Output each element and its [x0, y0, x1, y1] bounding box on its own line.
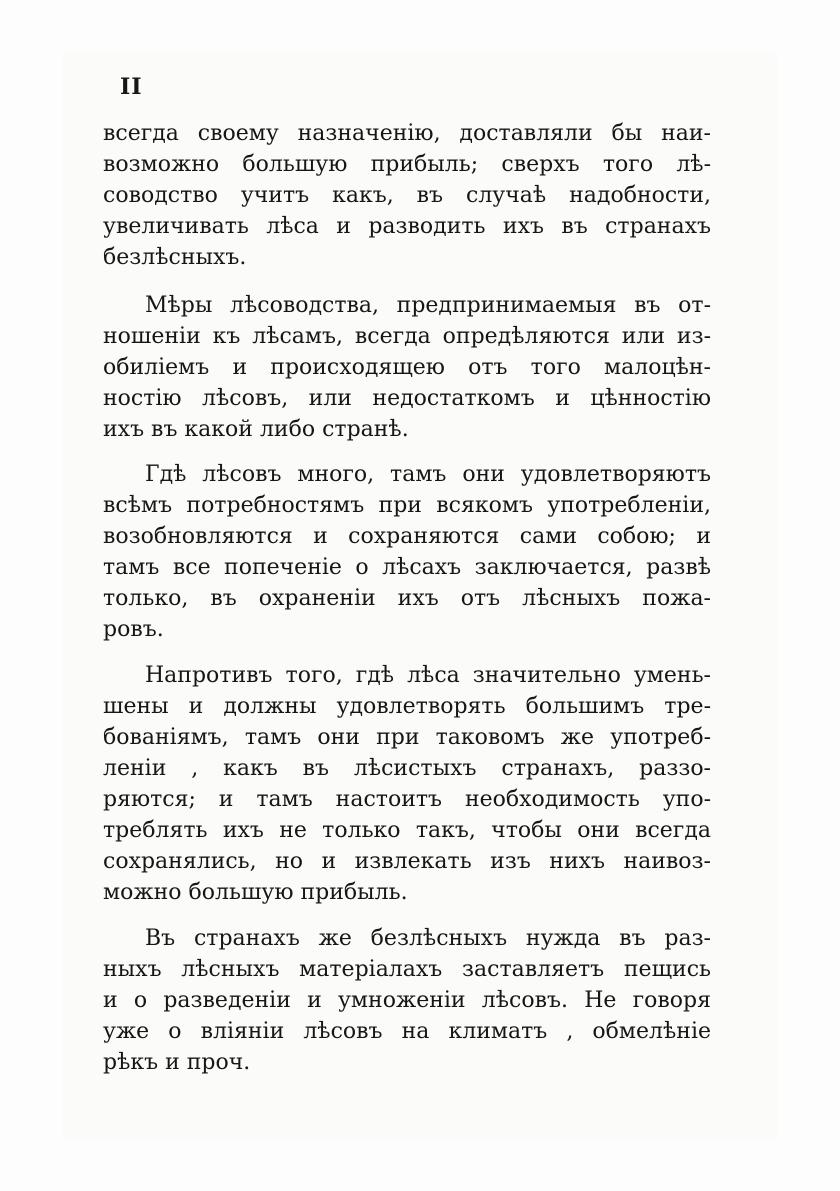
text-line: ностію лѣсовъ, или недостаткомъ и цѣнностію	[103, 386, 711, 411]
text-line: и о разведеніи и умноженіи лѣсовъ. Не говоря	[103, 988, 711, 1013]
text-line: леніи , какъ въ лѣсистыхъ странахъ, раззо-	[103, 756, 711, 781]
text-line: сохранялись, но и извлекать изъ нихъ наивоз-	[103, 849, 711, 874]
text-line: обиліемъ и происходящею отъ того малоцѣн-	[103, 355, 711, 380]
text-line: Гдѣ лѣсовъ много, тамъ они удовлетворяютъ	[145, 462, 711, 487]
text-line: ряются; и тамъ настоитъ необходимость упо-	[103, 787, 711, 812]
text-line: тамъ все попеченіе о лѣсахъ заключается, развѣ	[103, 555, 711, 580]
text-line: шены и должны удовлетворять большимъ тре-	[103, 694, 711, 719]
paragraph-3	[103, 459, 711, 645]
text-line: увеличивать лѣса и разводить ихъ въ странахъ	[103, 214, 711, 239]
text-line: уже о вліяніи лѣсовъ на климатъ , обмелѣніе	[103, 1019, 711, 1044]
paragraph-2	[103, 290, 711, 445]
text-line: треблять ихъ не только такъ, чтобы они всегда	[103, 818, 711, 843]
text-line: Въ странахъ же безлѣсныхъ нужда въ раз-	[145, 926, 711, 951]
page-number: II	[120, 74, 143, 100]
body-text	[103, 118, 711, 1094]
text-line: возобновляются и сохраняются сами собою; и	[103, 524, 711, 549]
text-line: можно большую прибыль.	[103, 880, 408, 905]
text-line: ровъ.	[103, 617, 164, 642]
text-line: всѣмъ потребностямъ при всякомъ употребленіи,	[103, 493, 711, 518]
text-line: Мѣры лѣсоводства, предпринимаемыя въ от-	[145, 293, 711, 318]
text-line: рѣкъ и проч.	[103, 1050, 251, 1075]
text-line: всегда своему назначенію, доставляли бы наи-	[103, 121, 711, 146]
text-line: безлѣсныхъ.	[103, 245, 247, 270]
text-line: возможно большую прибыль; сверхъ того лѣ-	[103, 152, 711, 177]
paragraph-5	[103, 923, 711, 1078]
text-line: ныхъ лѣсныхъ матеріалахъ заставляетъ пещись	[103, 957, 711, 982]
text-line: соводство учитъ какъ, въ случаѣ надобности,	[103, 183, 711, 208]
text-line: Напротивъ того, гдѣ лѣса значительно умень-	[145, 663, 711, 688]
text-line: бованіямъ, тамъ они при таковомъ же употреб-	[103, 725, 711, 750]
paragraph-4	[103, 660, 711, 908]
text-line: ношеніи къ лѣсамъ, всегда опредѣляются или из-	[103, 324, 711, 349]
text-line: ихъ въ какой либо странѣ.	[103, 417, 409, 442]
paragraph-1	[103, 118, 711, 273]
text-line: только, въ охраненіи ихъ отъ лѣсныхъ пожа-	[103, 586, 711, 611]
